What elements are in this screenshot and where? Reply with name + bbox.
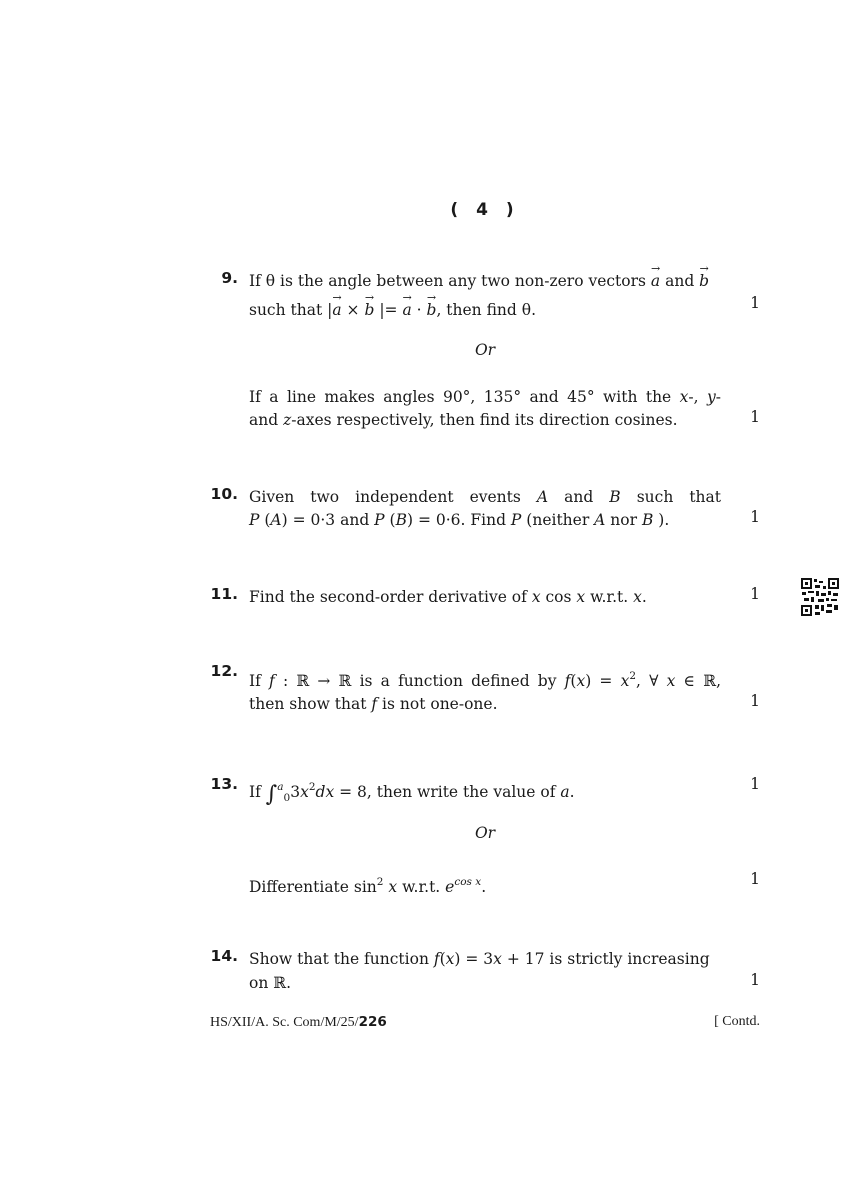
marks: 1: [750, 692, 760, 710]
question-text: Find the second-order derivative of x cos x w.r.t. x.: [249, 588, 647, 606]
marks: 1: [750, 971, 760, 989]
question-text: If $\int^a_03x^2dx = 8$, then write the value of a.: [249, 781, 575, 807]
marks: 1: [750, 408, 760, 426]
marks: 1: [750, 775, 760, 793]
question-text: P (A) = 0·3 and P (B) = 0·6. Find P (neither A nor B ).: [249, 511, 670, 529]
question-text: If θ is the angle between any two non-zero vectors → a and → b: [249, 269, 721, 293]
question-text: If f : ℝ → ℝ is a function defined by $f(x) = x^2$, ∀ x ∈ ℝ,: [249, 670, 722, 690]
question-text: then show that f is not one-one.: [249, 695, 498, 713]
question-text: Given two independent events A and B such that: [249, 488, 722, 506]
marks: 1: [750, 870, 760, 888]
marks: 1: [750, 508, 760, 526]
question-number: 11.: [210, 585, 238, 603]
question-number: 10.: [210, 485, 238, 503]
question-number: 12.: [210, 662, 238, 680]
question-text: If a line makes angles 90°, 135° and 45° with the x-, y-: [249, 388, 722, 406]
or-separator: Or: [474, 341, 496, 359]
question-number: 9.: [221, 269, 238, 287]
question-text: and z-axes respectively, then find its direction cosines.: [249, 411, 678, 429]
question-text: Differentiate $\sin^2 x$ w.r.t. $e^{cos x}$.: [249, 876, 487, 896]
page-number: ( 4 ): [450, 200, 520, 220]
question-text: on ℝ.: [249, 974, 292, 992]
marks: 1: [750, 294, 760, 312]
question-text: such that |→ a × → b |= → a · → b, then find θ.: [249, 298, 721, 322]
or-separator: Or: [474, 824, 496, 842]
question-number: 14.: [210, 947, 238, 965]
qr-code-icon: [800, 577, 840, 617]
contd-label: [ Contd.: [714, 1014, 760, 1029]
paper-code: HS/XII/A. Sc. Com/M/25/226: [210, 1014, 387, 1030]
marks: 1: [750, 585, 760, 603]
question-number: 13.: [210, 775, 238, 793]
question-text: Show that the function f(x) = 3x + 17 is strictly increasing: [249, 950, 710, 968]
